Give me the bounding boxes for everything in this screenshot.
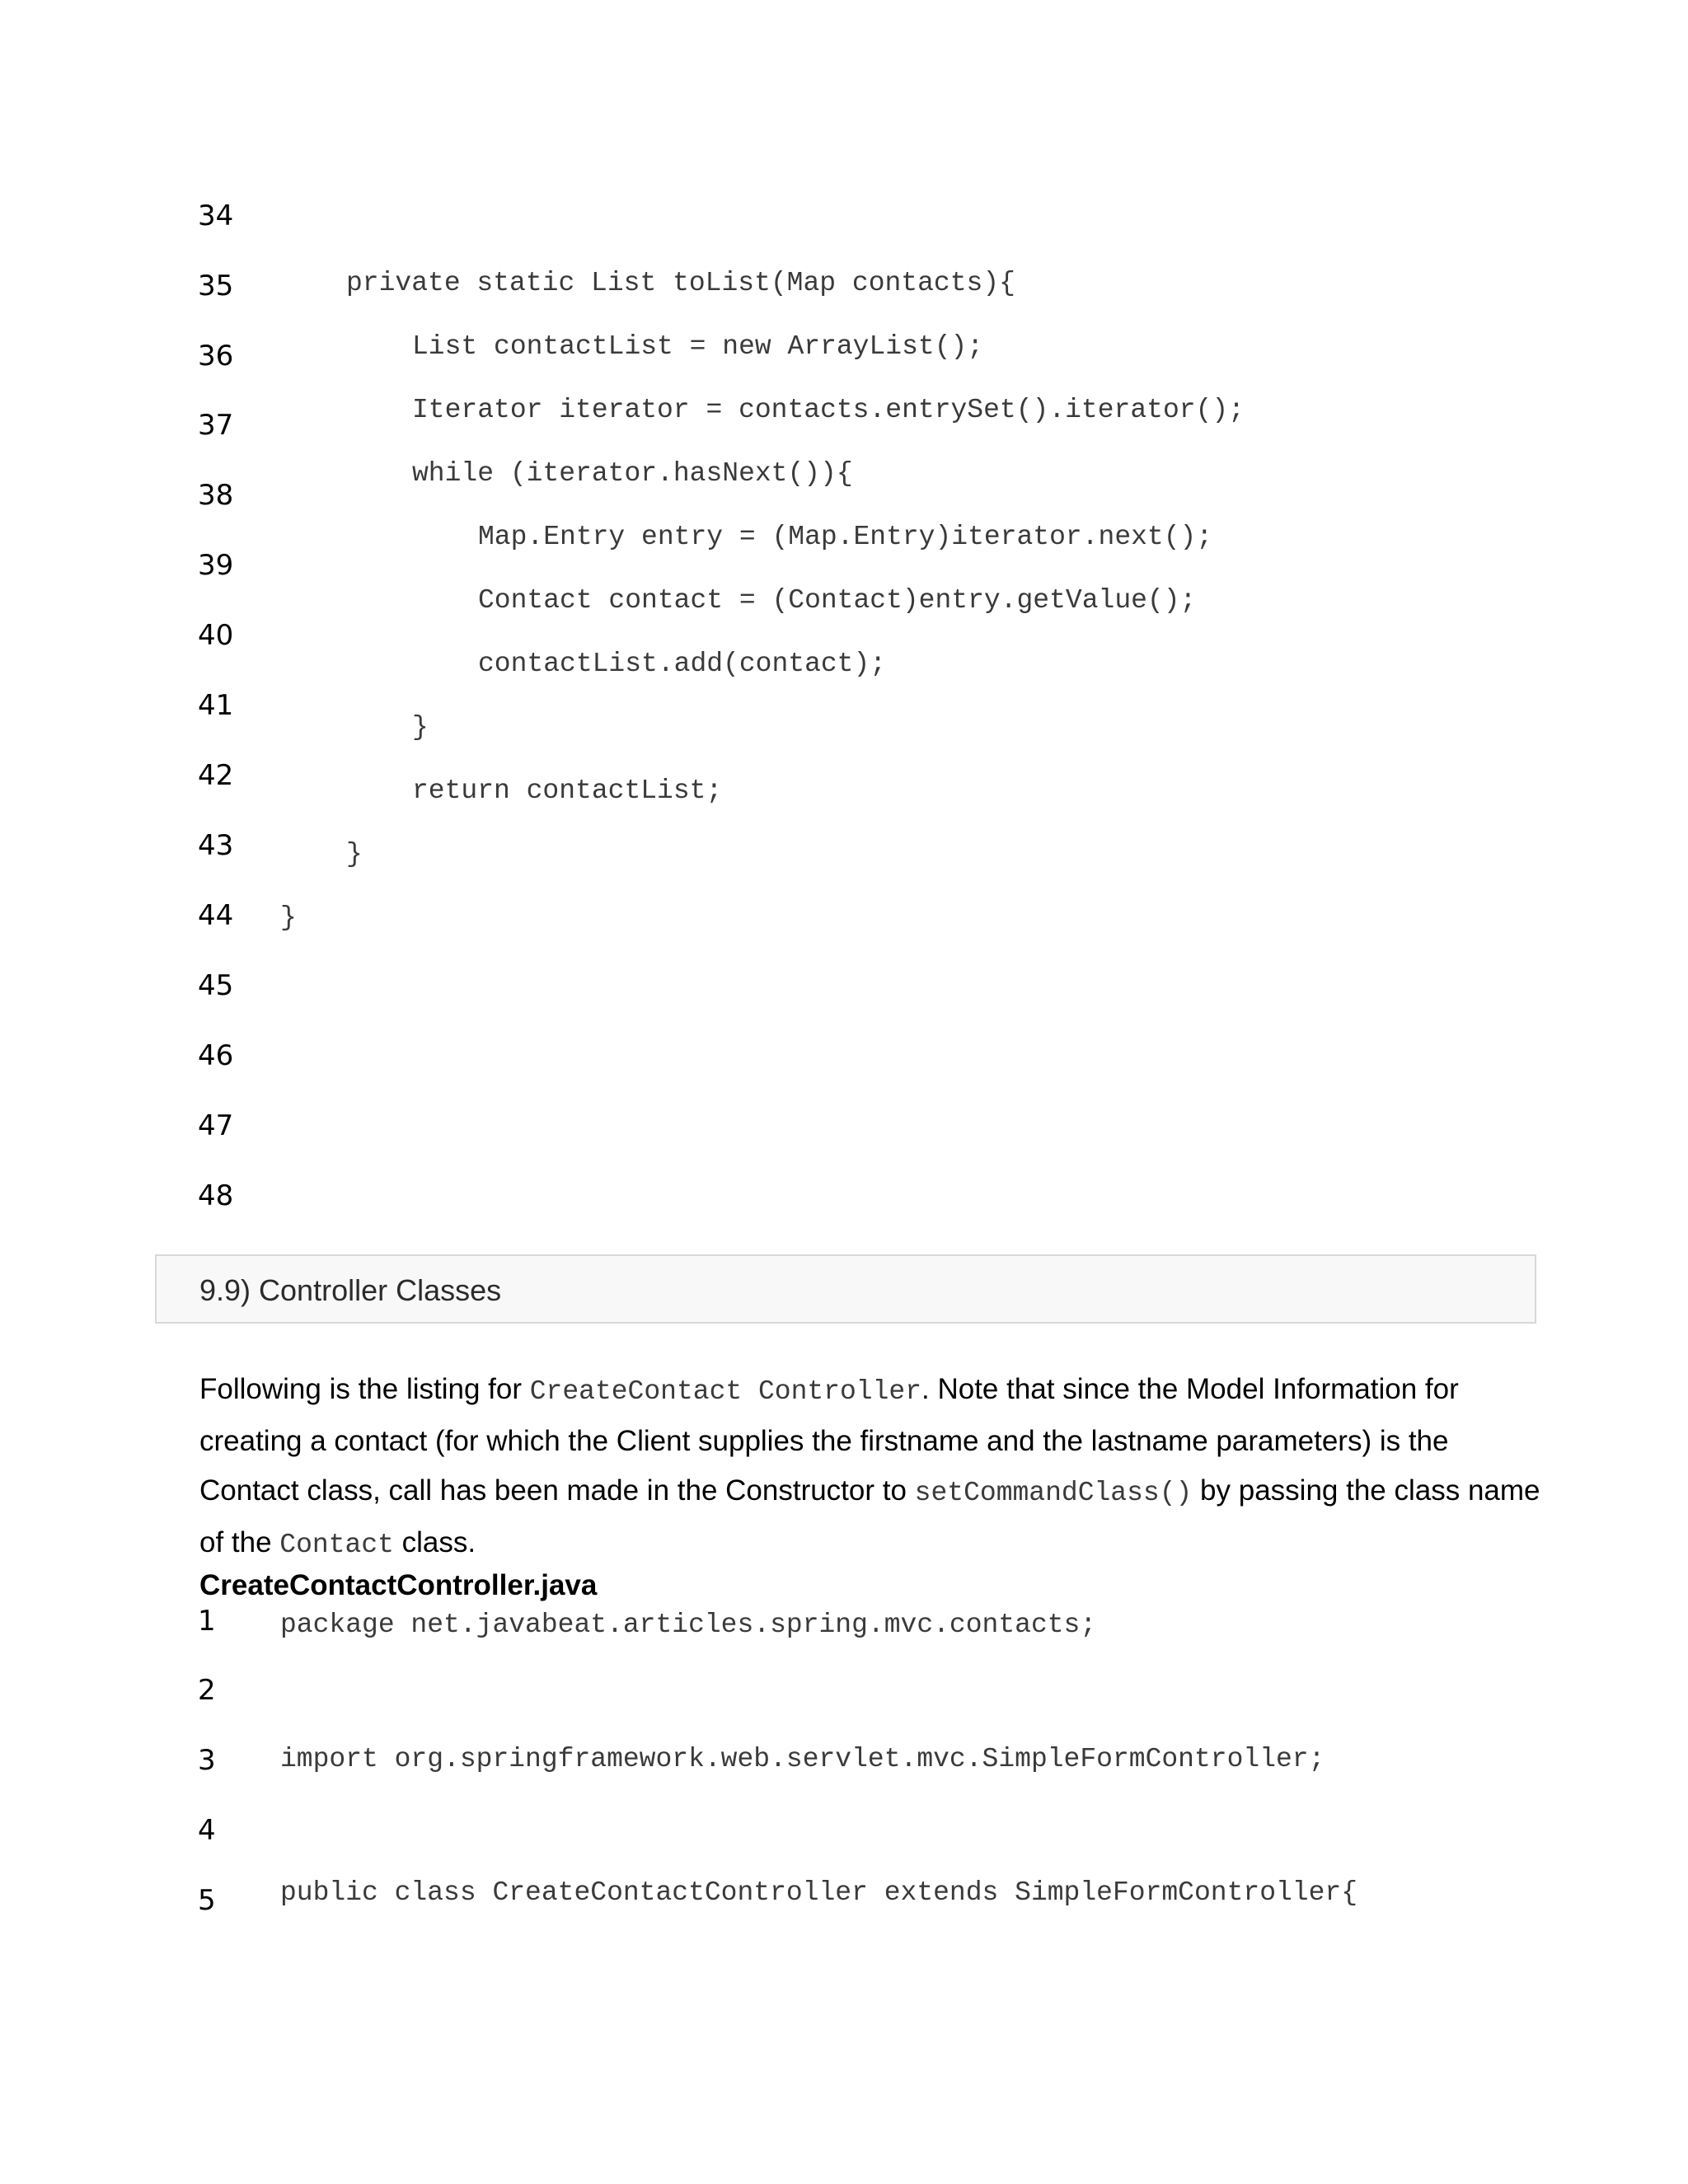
inline-code: setCommandClass() [914,1478,1193,1508]
code-line: Map.Entry entry = (Map.Entry)iterator.next(); [478,522,1213,552]
code-line: import org.springframework.web.servlet.mvc.SimpleFormController; [280,1744,1325,1774]
line-number: 43 [198,829,234,862]
inline-code: Contact [279,1530,394,1560]
paragraph-text: Following is the listing for [199,1373,530,1405]
code-line: return contactList; [412,776,723,806]
code-line: Iterator iterator = contacts.entrySet().iterator(); [412,395,1245,425]
line-number: 35 [198,269,234,302]
inline-code: CreateContact Controller [529,1376,922,1407]
paragraph-text: class. [393,1526,476,1558]
code-line: } [412,712,429,743]
paragraph-text: by passing the class name of the [199,1474,1540,1558]
line-number: 38 [198,479,234,512]
section-heading-box [155,1254,1536,1324]
section-title: 9.9) Controller Classes [199,1273,502,1307]
line-number: 44 [198,899,234,932]
code-line: List contactList = new ArrayList(); [412,331,984,362]
line-number: 41 [198,689,234,722]
line-number: 45 [198,969,234,1002]
line-number: 4 [198,1814,216,1847]
line-number: 1 [198,1605,216,1638]
line-number: 46 [198,1039,234,1072]
line-number: 42 [198,759,234,792]
line-number: 48 [198,1179,234,1212]
line-number: 34 [198,199,234,232]
line-number: 3 [198,1744,216,1777]
line-number: 47 [198,1109,234,1142]
line-number: 39 [198,549,234,582]
code-line: } [346,839,363,869]
code-line: contactList.add(contact); [478,649,887,679]
line-number: 37 [198,409,234,442]
line-number: 40 [198,619,234,652]
code-line: } [280,902,297,933]
paragraph-text: . Note that since the Model Information for creating a contact (for which the Client supplies the firstname and the lastname parameters) is the Contact class, call has been made in the Constructor to [199,1373,1459,1507]
code-line: package net.javabeat.articles.spring.mvc.contacts; [280,1610,1097,1640]
code-line: public class CreateContactController extends SimpleFormController{ [280,1877,1358,1908]
description-paragraph [199,1365,1551,1570]
code-line: private static List toList(Map contacts){ [346,268,1015,298]
code-line: Contact contact = (Contact)entry.getValue(); [478,585,1197,616]
line-number: 5 [198,1884,216,1917]
code-line: while (iterator.hasNext()){ [412,458,853,489]
line-number: 2 [198,1674,216,1707]
file-name-heading: CreateContactController.java [199,1569,598,1601]
line-number: 36 [198,340,234,373]
